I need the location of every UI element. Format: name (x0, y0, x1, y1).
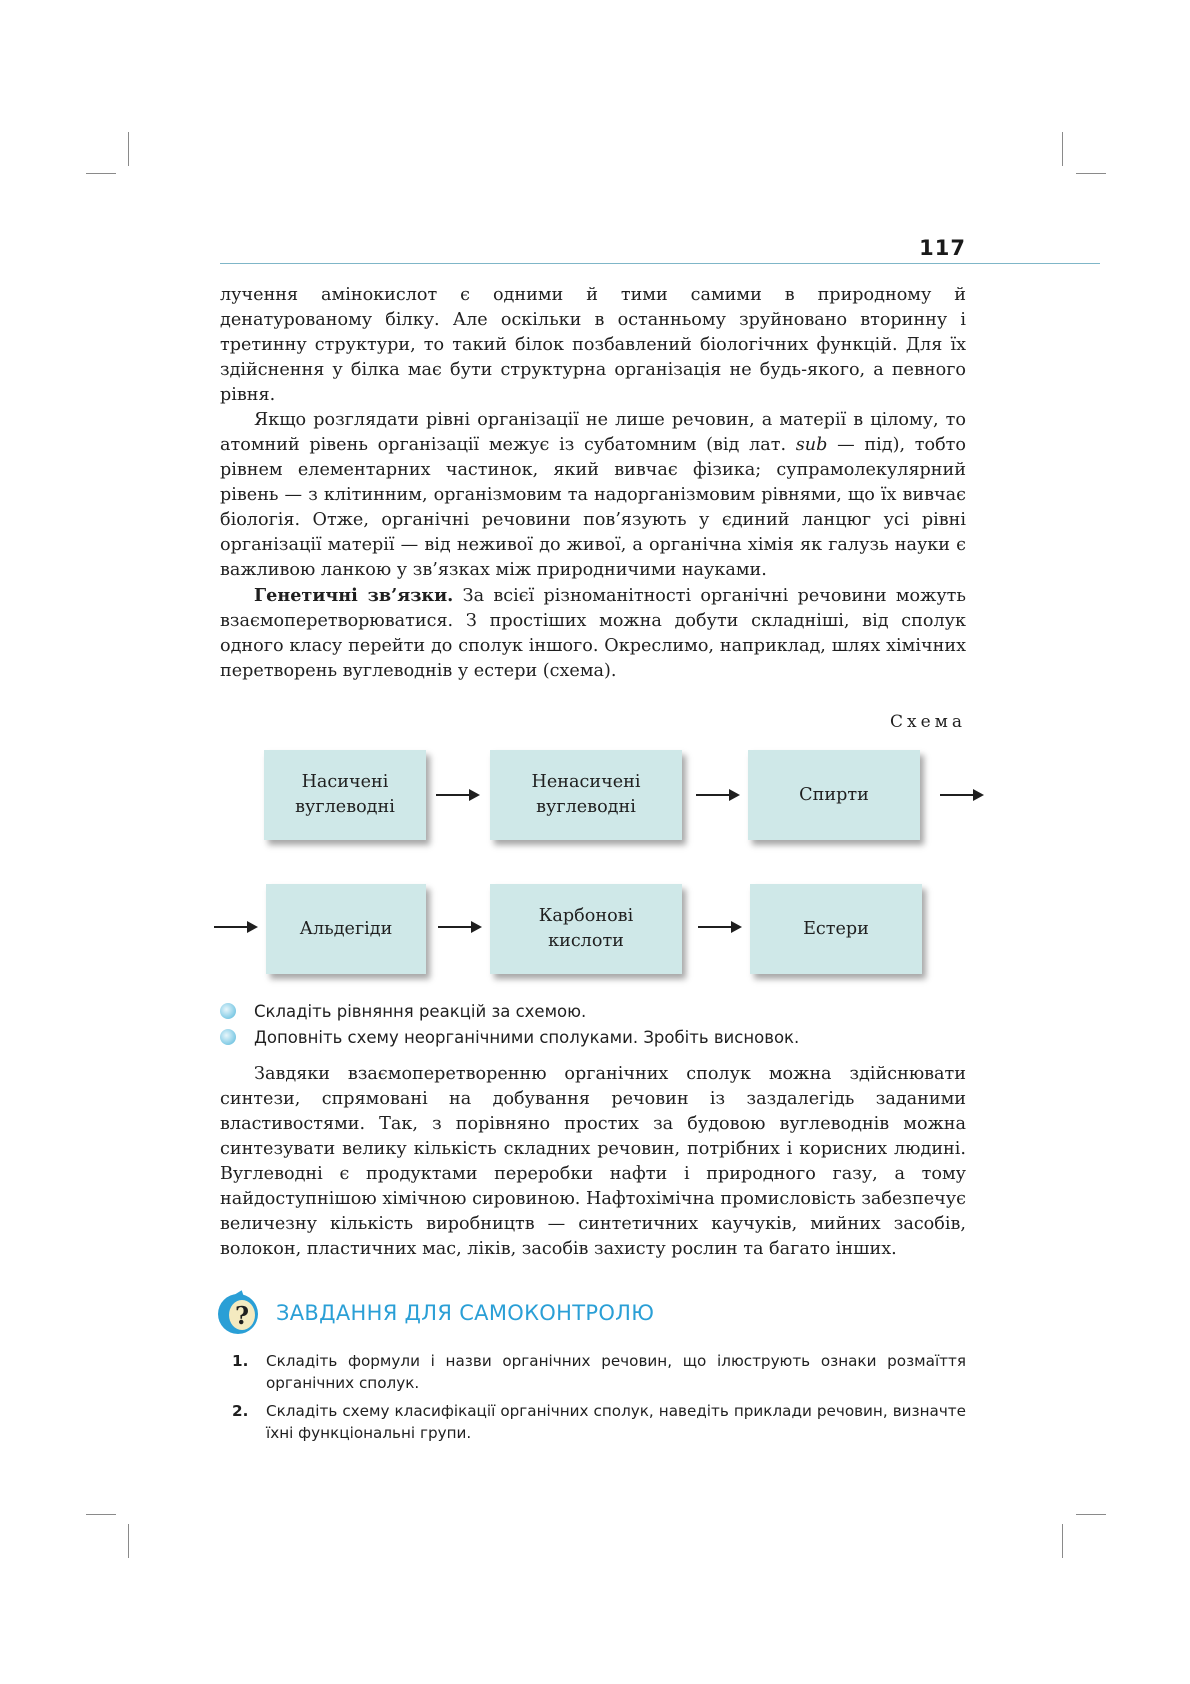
scheme-box-aldehydes (266, 884, 426, 974)
box-label: Ненасичені (531, 772, 641, 792)
bullet-text: Складіть рівняння реакцій за схемою. (254, 1001, 587, 1021)
task-number: 1. (232, 1352, 249, 1370)
header-rule (220, 263, 1100, 264)
scheme-box-carboxylic-acids (490, 884, 682, 974)
crop-mark (1062, 132, 1063, 166)
box-label: кислоти (548, 931, 624, 951)
paragraph-text: — під), тобто рівнем елементарних частинок, який вивчає фізика; супрамолекулярний рівень — з клітинним, організмовим та надорганізмовим рівнями, що їх вивчає біологія. Отже, органічні речовини пов’язують у єдиний ланцюг усі рівні організації матерії — від неживої до живої, а органічна хімія як галузь науки є важливою ланкою у зв’язках між природничими науками. (220, 435, 966, 580)
arrow-right (438, 926, 480, 928)
task-text: Складіть схему класифікації органічних сполук, наведіть приклади речовин, визначте їхні функціональні групи. (266, 1402, 966, 1442)
question-icon: ? (218, 1290, 264, 1336)
crop-mark (1076, 1514, 1106, 1515)
crop-mark (128, 132, 129, 166)
tasks-list (232, 1350, 966, 1450)
crop-mark (1062, 1524, 1063, 1558)
crop-mark (1076, 173, 1106, 174)
arrow-right (698, 926, 740, 928)
bullet-icon (220, 1029, 236, 1045)
box-label: Естери (803, 918, 869, 939)
bullet-icon (220, 1003, 236, 1019)
page-number: 117 (919, 236, 966, 260)
paragraph (220, 408, 966, 583)
tasks-heading (218, 1290, 654, 1336)
scheme-box-saturated-hydrocarbons (264, 750, 426, 840)
paragraph: лучення амінокислот є одними й тими самими в природному й денатурованому білку. Але оскільки в останньому зруйновано вторинну і третинну структури, то такий білок позбавлений біологічних функцій. Для їх здійснення у білка має бути структурна організація не будь-якого, а певного рівня. (220, 285, 966, 405)
paragraph: Завдяки взаємоперетворенню органічних сполук можна здійснювати синтези, спрямовані на добування речовин із заздалегідь заданими властивостями. Так, з порівняно простих за будовою вуглеводнів можна синтезувати велику кількість складних речовин, потрібних і корисних людині. Вуглеводні є продуктами переробки нафти і природного газу, а тому найдоступнішою хімічною сировиною. Нафтохімічна промисловість забезпечує величезну кількість виробництв — синтетичних каучуків, мийних засобів, волокон, пластичних мас, ліків, засобів захисту рослин та багато інших. (220, 1064, 966, 1259)
list-item (232, 1400, 966, 1444)
paragraph-text: Якщо розглядати рівні організації не лише речовин, а матерії в цілому, то атомний рівень організації межує із субатомним (від лат. (220, 410, 966, 455)
list-item (220, 1024, 799, 1050)
section-heading-inline: Генетичні зв’язки. (254, 585, 454, 606)
arrow-right (940, 794, 982, 796)
bullet-text: Доповніть схему неорганічними сполуками. Зробіть висновок. (254, 1027, 800, 1047)
body-text-top (220, 283, 966, 684)
exercise-bullets (220, 998, 799, 1050)
arrow-right (214, 926, 256, 928)
body-text-bottom (220, 1062, 966, 1262)
box-label: Спирти (799, 784, 869, 805)
crop-mark (86, 173, 116, 174)
list-item (220, 998, 799, 1024)
latin-term: sub (795, 435, 828, 455)
scheme-box-esters (750, 884, 922, 974)
crop-mark (86, 1514, 116, 1515)
scheme-box-unsaturated-hydrocarbons (490, 750, 682, 840)
scheme-label: Схема (889, 712, 966, 732)
crop-mark (128, 1524, 129, 1558)
box-label: Альдегіди (299, 918, 393, 939)
task-text: Складіть формули і назви органічних речовин, що ілюструють ознаки розмаїття органічних сполук. (266, 1352, 966, 1392)
list-item (232, 1350, 966, 1394)
box-label: вуглеводні (536, 797, 636, 817)
task-number: 2. (232, 1402, 249, 1420)
box-label: Насичені (301, 772, 389, 792)
box-label: Карбонові (538, 906, 634, 926)
arrow-right (436, 794, 478, 796)
box-label: вуглеводні (295, 797, 395, 817)
paragraph (220, 583, 966, 684)
paragraph-text: За всієї різноманітності органічні речовини можуть взаємоперетворюватися. З простіших можна добути складніші, від сполук одного класу перейти до сполук іншого. Окреслимо, наприклад, шлях хімічних перетворень вуглеводнів у естери (схема). (220, 586, 966, 681)
arrow-right (696, 794, 738, 796)
tasks-title: ЗАВДАННЯ ДЛЯ САМОКОНТРОЛЮ (276, 1301, 655, 1325)
scheme-box-alcohols (748, 750, 920, 840)
